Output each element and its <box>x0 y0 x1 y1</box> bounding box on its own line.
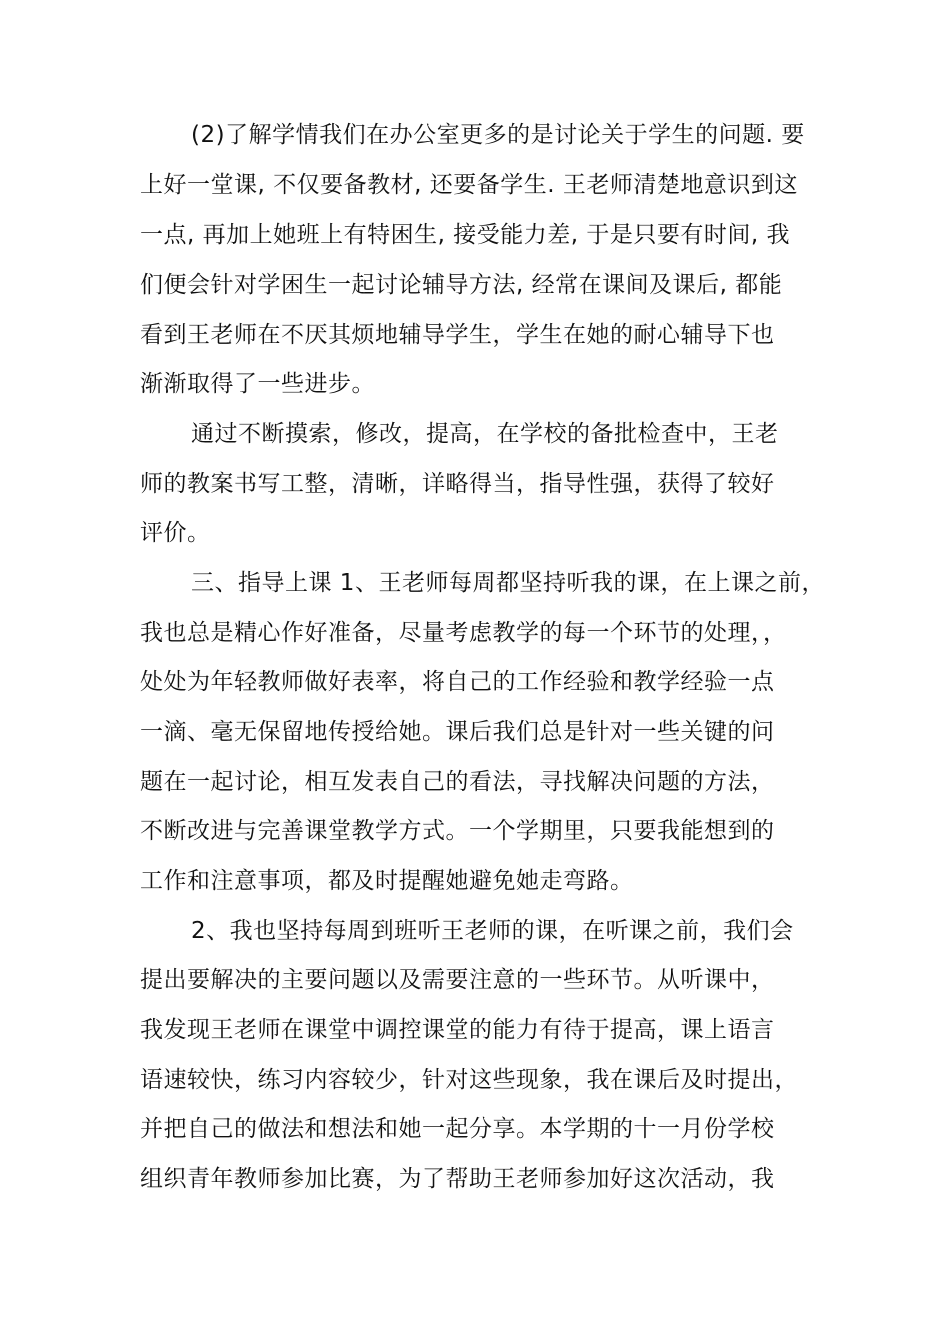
paragraph-line: 一滴、毫无保留地传授给她。课后我们总是针对一些关键的问 <box>140 719 775 745</box>
paragraph-line: 们便会针对学困生一起讨论辅导方法, 经常在课间及课后, 都能 <box>140 272 783 298</box>
paragraph-line: (2)了解学情我们在办公室更多的是讨论关于学生的问题. 要 <box>191 122 805 148</box>
paragraph-line: 组织青年教师参加比赛，为了帮助王老师参加好这次活动，我 <box>140 1166 775 1192</box>
paragraph-line: 我也总是精心作好准备，尽量考虑教学的每一个环节的处理，， <box>140 620 787 646</box>
paragraph-line: 渐渐取得了一些进步。 <box>140 371 375 397</box>
paragraph-line: 通过不断摸索，修改，提高，在学校的备批检查中，王老 <box>191 421 779 447</box>
paragraph-line: 2、我也坚持每周到班听王老师的课，在听课之前，我们会 <box>191 918 794 944</box>
paragraph-line: 上好一堂课, 不仅要备教材, 还要备学生. 王老师清楚地意识到这 <box>140 172 798 198</box>
paragraph-line: 不断改进与完善课堂教学方式。一个学期里，只要我能想到的 <box>140 818 775 844</box>
paragraph-line: 三、指导上课 1、王老师每周都坚持听我的课，在上课之前， <box>191 570 825 596</box>
paragraph-line: 并把自己的做法和想法和她一起分享。本学期的十一月份学校 <box>140 1116 775 1142</box>
paragraph-line: 我发现王老师在课堂中调控课堂的能力有待于提高，课上语言 <box>140 1017 775 1043</box>
paragraph-line: 看到王老师在不厌其烦地辅导学生，学生在她的耐心辅导下也 <box>140 322 775 348</box>
paragraph-line: 提出要解决的主要问题以及需要注意的一些环节。从听课中， <box>140 967 775 993</box>
paragraph-line: 题在一起讨论，相互发表自己的看法，寻找解决问题的方法， <box>140 769 775 795</box>
paragraph-line: 一点, 再加上她班上有特困生, 接受能力差, 于是只要有时间, 我 <box>140 222 790 248</box>
paragraph-line: 语速较快，练习内容较少，针对这些现象，我在课后及时提出， <box>140 1067 798 1093</box>
paragraph-line: 评价。 <box>140 520 211 546</box>
paragraph-line: 处处为年轻教师做好表率，将自己的工作经验和教学经验一点 <box>140 669 775 695</box>
paragraph-line: 师的教案书写工整，清晰，详略得当，指导性强，获得了较好 <box>140 471 775 497</box>
paragraph-line: 工作和注意事项，都及时提醒她避免她走弯路。 <box>140 868 634 894</box>
